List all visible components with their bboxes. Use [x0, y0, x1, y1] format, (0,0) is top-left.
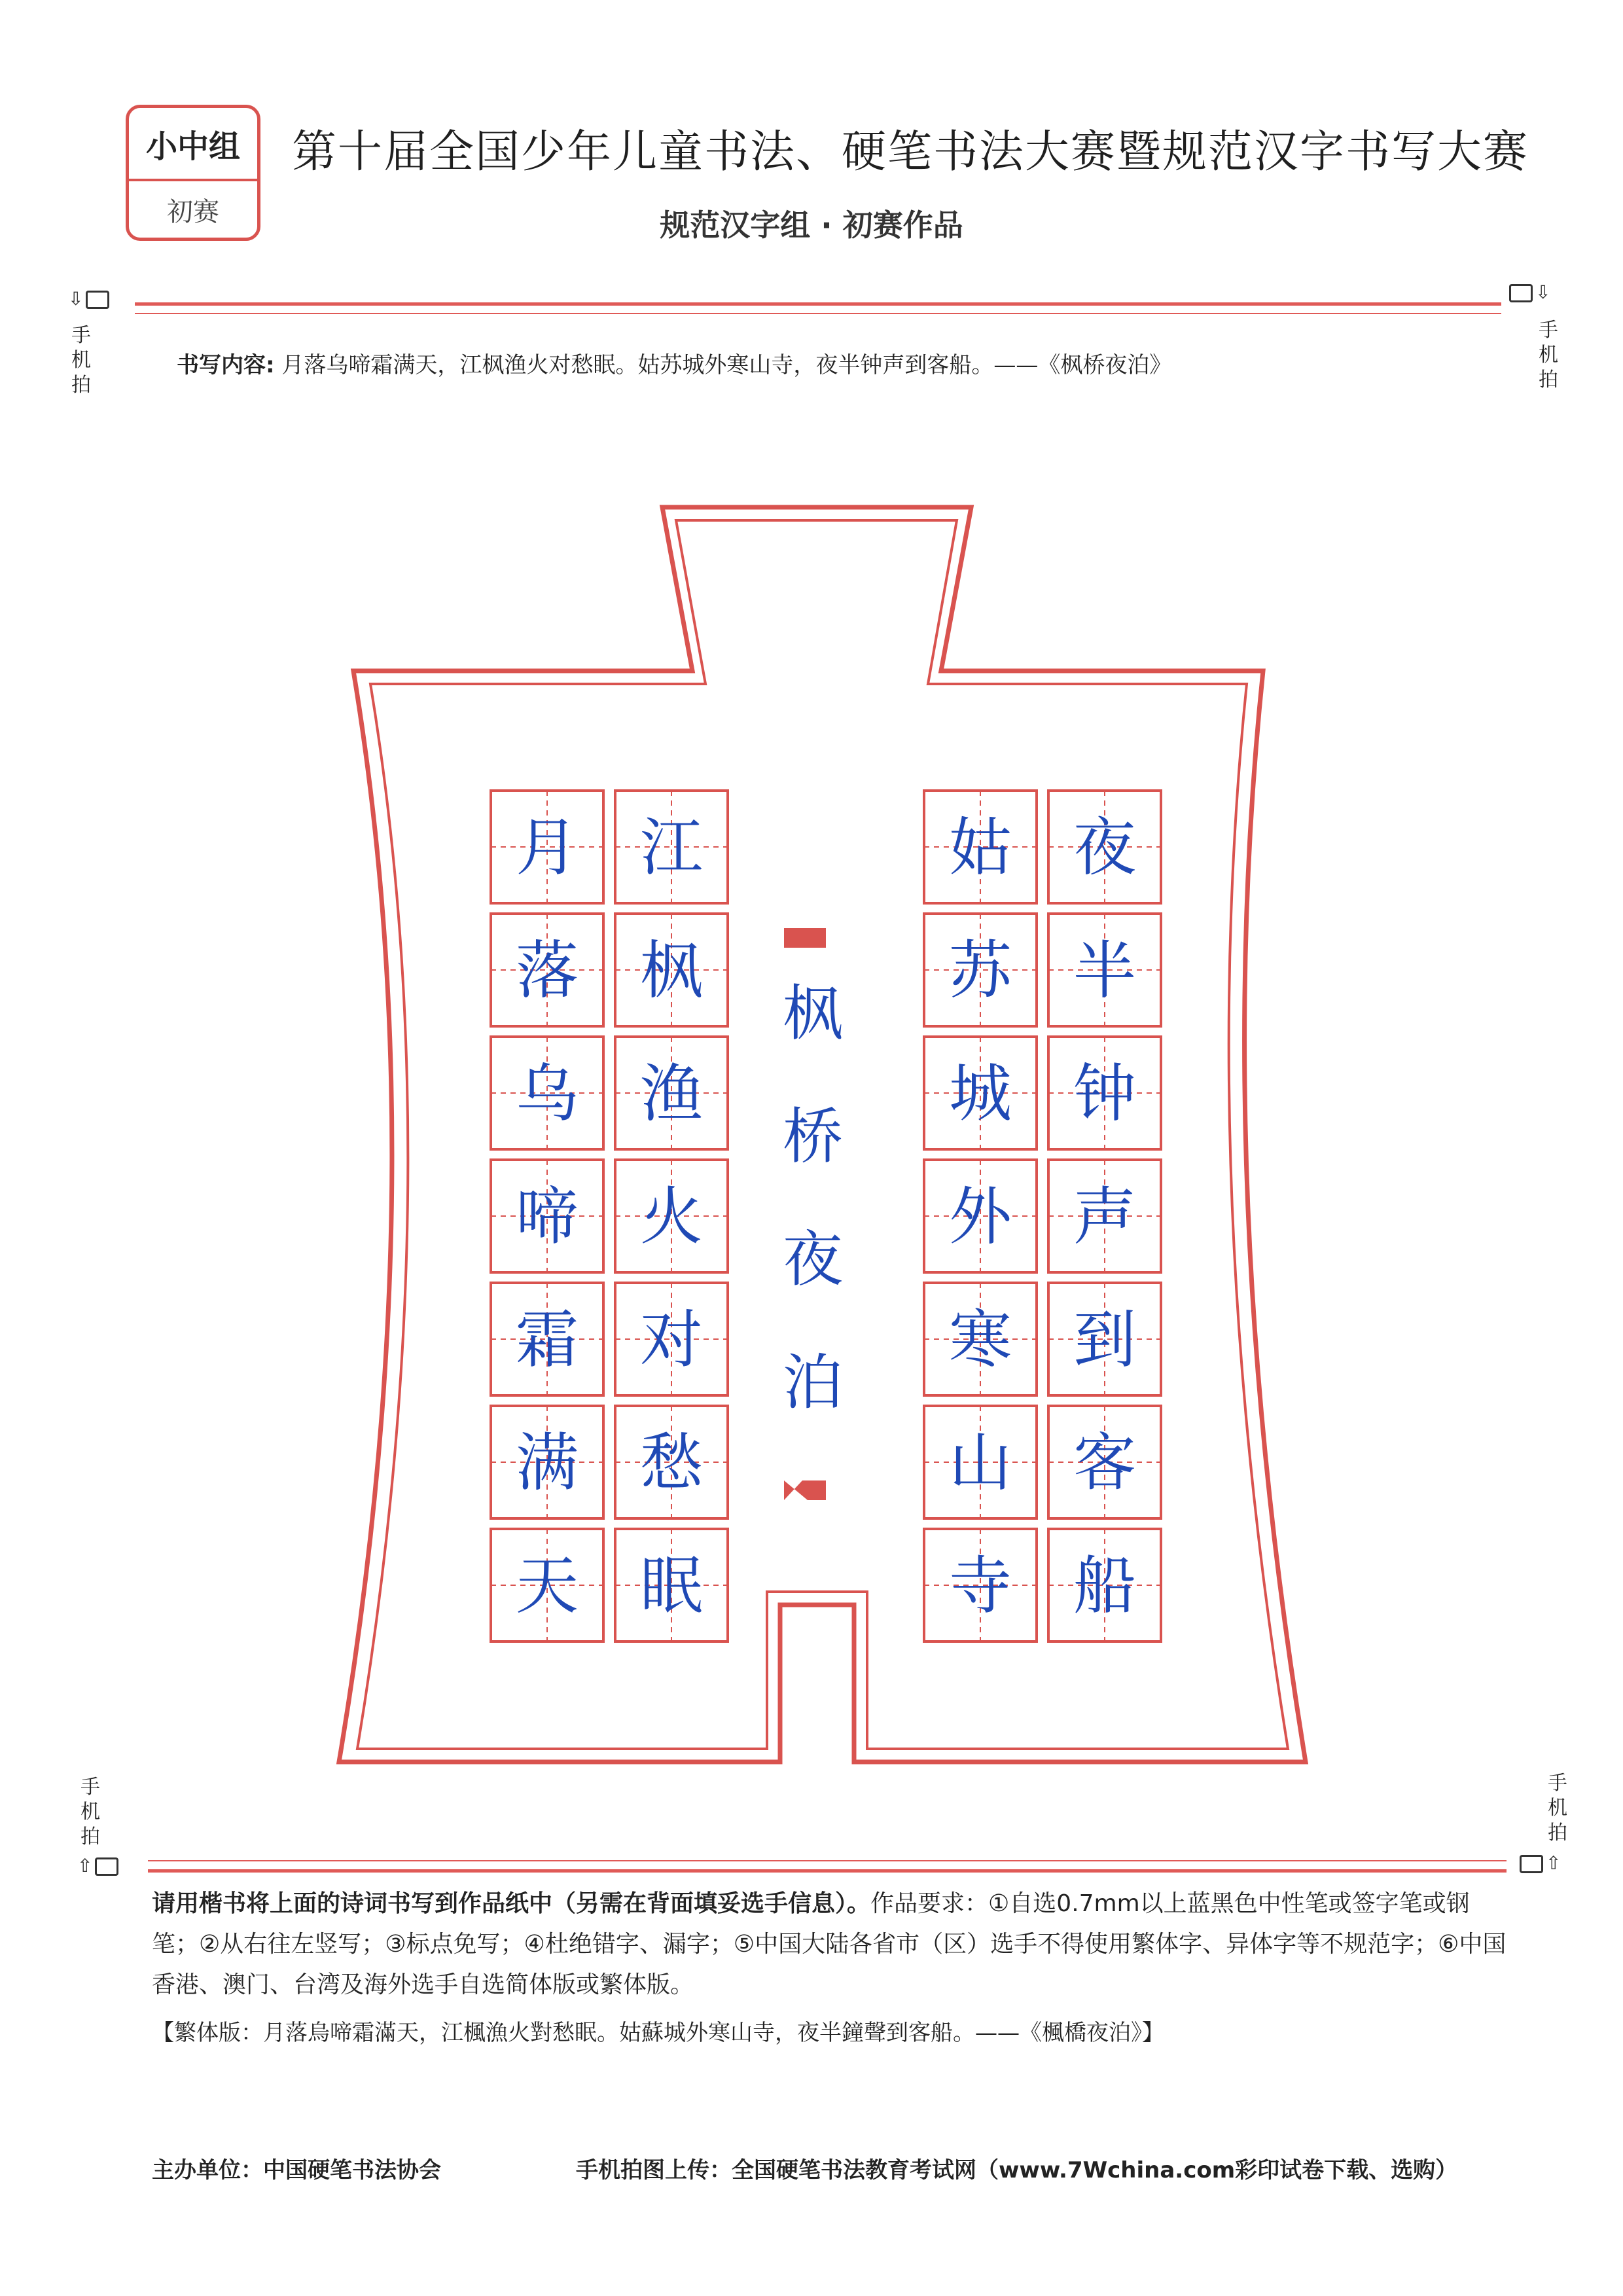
instructions-head: 请用楷书将上面的诗词书写到作品纸中（另需在背面填妥选手信息）。	[152, 1890, 871, 1917]
bottom-divider	[148, 1869, 1507, 1873]
handwritten-char: 霜	[516, 1303, 579, 1376]
poem-title-char: 泊	[782, 1348, 844, 1418]
grid-cell	[924, 1406, 1037, 1518]
handwritten-char: 客	[1073, 1426, 1136, 1499]
title-bracket-top	[784, 928, 826, 948]
grid-cell	[1048, 1283, 1161, 1395]
handwritten-char: 钟	[1073, 1057, 1136, 1130]
handwritten-char: 火	[640, 1180, 703, 1253]
handwritten-char: 外	[949, 1180, 1012, 1253]
grid-cell	[491, 1529, 603, 1641]
grid-cell	[491, 1160, 603, 1272]
grid-cell	[491, 1037, 603, 1149]
handwritten-char: 落	[516, 934, 579, 1007]
grid-cell	[1048, 1529, 1161, 1641]
upload-camera-icon: ⇩	[68, 288, 109, 310]
handwritten-char: 月	[516, 811, 579, 884]
grid-cell	[1048, 914, 1161, 1026]
handwritten-char: 江	[640, 811, 703, 884]
grid-cell	[1048, 1160, 1161, 1272]
grid-cell	[615, 1406, 728, 1518]
upload-camera-icon: ⇩	[1509, 281, 1550, 303]
handwritten-char: 姑	[949, 811, 1012, 884]
upload-camera-icon: ⇧	[77, 1855, 118, 1876]
writing-content-text: 月落乌啼霜满天，江枫渔火对愁眠。姑苏城外寒山寺，夜半钟声到客船。——《枫桥夜泊》	[281, 352, 1172, 378]
phone-label-bottom-right: 手 机 拍	[1548, 1772, 1567, 1844]
bottom-divider-thin	[148, 1860, 1507, 1861]
title-bracket-bottom	[784, 1480, 826, 1500]
poem-title-char: 枫	[782, 978, 844, 1049]
upload-info: 手机拍图上传：全国硬笔书法教育考试网（www.7Wchina.com彩印试卷下载、选购）	[576, 2157, 1458, 2183]
organizer: 主办单位：中国硬笔书法协会	[152, 2157, 441, 2183]
handwritten-char: 船	[1073, 1549, 1136, 1623]
handwritten-char: 寒	[949, 1303, 1012, 1376]
upload-camera-icon: ⇧	[1520, 1852, 1561, 1874]
page-title: 第十届全国少年儿童书法、硬笔书法大赛暨规范汉字书写大赛	[292, 126, 1529, 178]
handwritten-char: 夜	[1073, 811, 1136, 884]
handwritten-char: 山	[949, 1426, 1012, 1499]
instructions	[152, 1884, 1513, 2005]
grid-cell	[491, 791, 603, 903]
poem-title-char: 夜	[782, 1225, 844, 1295]
handwritten-char: 渔	[640, 1057, 703, 1130]
grid-cell	[615, 1529, 728, 1641]
handwritten-char: 枫	[640, 934, 703, 1007]
grid-cell	[924, 914, 1037, 1026]
handwritten-char: 对	[640, 1303, 703, 1376]
grid-cell	[1048, 1037, 1161, 1149]
poem-title-char: 桥	[782, 1102, 844, 1172]
grid-cell	[615, 1160, 728, 1272]
grid-cell	[1048, 1406, 1161, 1518]
grid-cell	[924, 1037, 1037, 1149]
grid-cell	[924, 1283, 1037, 1395]
handwritten-char: 城	[949, 1057, 1012, 1130]
phone-label-top-right: 手 机 拍	[1539, 319, 1558, 391]
writing-content-label: 书写内容:	[177, 352, 275, 378]
handwritten-char: 寺	[949, 1549, 1012, 1623]
grid-cell	[924, 1529, 1037, 1641]
page-subtitle: 规范汉字组 · 初赛作品	[660, 207, 963, 243]
grid-cell	[491, 914, 603, 1026]
handwritten-char: 半	[1073, 934, 1136, 1007]
handwritten-char: 乌	[516, 1057, 579, 1130]
handwritten-char: 愁	[640, 1426, 703, 1499]
grid-cell	[615, 1037, 728, 1149]
grid-cell	[615, 914, 728, 1026]
phone-label-top-left: 手 机 拍	[71, 324, 91, 397]
grid-cell	[924, 1160, 1037, 1272]
handwritten-char: 到	[1073, 1303, 1136, 1376]
grid-cell	[491, 1406, 603, 1518]
handwritten-char: 满	[516, 1426, 579, 1499]
phone-label-bottom-left: 手 机 拍	[80, 1776, 100, 1848]
handwritten-char: 眠	[640, 1549, 703, 1623]
handwritten-char: 天	[516, 1549, 579, 1623]
badge-stage-label: 初赛	[167, 196, 219, 227]
handwritten-char: 声	[1073, 1180, 1136, 1253]
grid-cell	[615, 1283, 728, 1395]
grid-cell	[1048, 791, 1161, 903]
grid-cell	[491, 1283, 603, 1395]
badge-group-label: 小中组	[129, 108, 257, 181]
instructions-body: 作品要求：①自选0.7mm以上蓝黑色中性笔或签字笔或钢笔；②从右往左竖写；③标点免写；④杜绝错字、漏字；⑤中国大陆各省市（区）选手不得使用繁体字、异体字等不规范字；⑥中国香港、澳门、台湾及海外选手自选简体版或繁体版。	[152, 1890, 1507, 1998]
traditional-version: 【繁体版：月落烏啼霜滿天，江楓漁火對愁眠。姑蘇城外寒山寺，夜半鐘聲到客船。——《楓橋夜泊》】	[152, 2020, 1164, 2046]
grid-cell	[615, 791, 728, 903]
grid-cell	[924, 791, 1037, 903]
handwritten-char: 啼	[516, 1180, 579, 1253]
handwritten-char: 苏	[949, 934, 1012, 1007]
